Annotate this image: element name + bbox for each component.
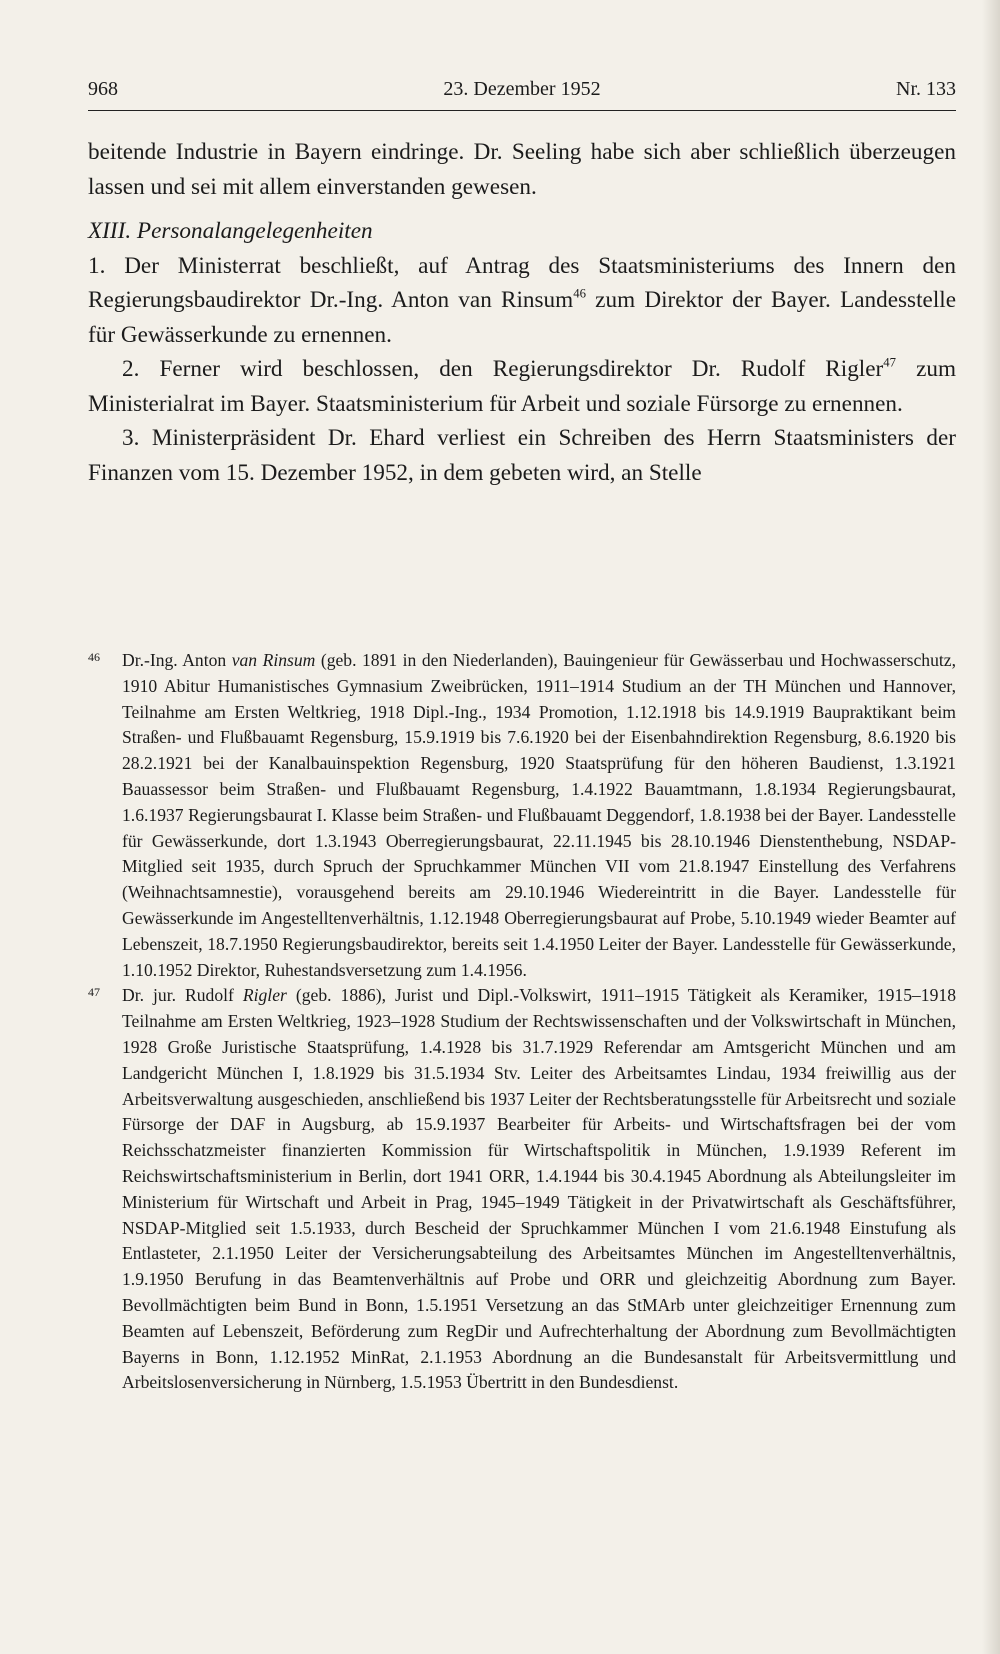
intro-paragraph: beitende Industrie in Bayern eindringe. Dr. Seeling habe sich aber schließlich überzeugen lassen und sei mit allem einverstanden gewesen. xyxy=(88,139,956,200)
issue-number: Nr. 133 xyxy=(896,78,956,100)
footnote-ref-46[interactable]: 46 xyxy=(573,286,586,301)
footnotes xyxy=(88,648,956,1396)
page-number: 968 xyxy=(88,78,118,100)
footnote-text: (geb. 1891 in den Niederlanden), Bauingenieur für Gewässerbau und Hochwasserschutz, 1910 Abitur Humanistisches Gymnasium Zweibrücken, 1911–1914 Studium an der TH München und Hannover, Teilnahme am Ersten Weltkrieg, 1918 Dipl.-Ing., 1934 Promotion, 1.12.1918 bis 14.9.1919 Baupraktikant beim Straßen- und Flußbauamt Regensburg, 15.9.1919 bis 7.6.1920 bei der Eisenbahndirektion Regensburg, 8.6.1920 bis 28.2.1921 bei der Kanalbauinspektion Regensburg, 1920 Staatsprüfung für den höheren Baudienst, 1.3.1921 Bauassessor beim Straßen- und Flußbauamt Regensburg, 1.4.1922 Bauamtmann, 1.8.1934 Regierungsbaurat, 1.6.1937 Regierungsbaurat I. Klasse beim Straßen- und Flußbauamt Deggendorf, 1.8.1938 bei der Bayer. Landesstelle für Gewässerkunde, dort 1.3.1943 Oberregierungsbaurat, 22.11.1945 bis 28.10.1946 Dienstenthebung, NSDAP-Mitglied seit 1935, durch Spruch der Spruchkammer München VII vom 21.8.1947 Einstellung des Verfahrens (Weihnachtsamnestie), vorausgehend bereits am 29.10.1946 Wiedereintritt in die Bayer. Landesstelle für Gewässerkunde im Angestelltenverhältnis, 1.12.1948 Oberregierungsbaurat auf Probe, 5.10.1949 wieder Beamter auf Lebenszeit, 18.7.1950 Regierungsbaudirektor, bereits seit 1.4.1950 Leiter der Bayer. Landesstelle für Gewässerkunde, 1.10.1952 Direktor, Ruhestandsversetzung zum 1.4.1956. xyxy=(122,650,956,980)
footnote-ref-47[interactable]: 47 xyxy=(883,355,897,370)
footnote-number: 46 xyxy=(88,650,100,664)
footnote-lead: Dr.-Ing. Anton xyxy=(122,650,232,670)
item-2-paragraph xyxy=(88,352,956,421)
page-edge-shadow xyxy=(982,0,1000,1654)
header-date: 23. Dezember 1952 xyxy=(443,78,601,100)
item-2-text-a: 2. Ferner wird beschlossen, den Regierungsdirektor Dr. Rudolf Rigler xyxy=(122,356,884,382)
header-rule xyxy=(88,110,956,111)
item-1-text-a: 1. Der Ministerrat beschließt, auf Antrag des Staatsministeriums des Innern den Regierungsbaudirektor Dr.-Ing. Anton van Rinsum xyxy=(88,252,956,313)
item-3-paragraph: 3. Ministerpräsident Dr. Ehard verliest ein Schreiben des Herrn Staatsministers der Finanzen vom 15. Dezember 1952, in dem gebeten wird, an Stelle xyxy=(88,425,956,486)
footnote-number: 47 xyxy=(88,985,100,1000)
item-1-paragraph xyxy=(88,249,956,353)
section-heading: XIII. Personalangelegenheiten xyxy=(88,218,373,244)
footnote-surname: Rigler xyxy=(242,985,287,1006)
footnote-46 xyxy=(88,648,956,983)
footnote-lead: Dr. jur. Rudolf xyxy=(122,985,243,1006)
footnote-text: (geb. 1886), Jurist und Dipl.-Volkswirt, 1911–1915 Tätigkeit als Keramiker, 1915–1918 Teilnahme am Ersten Weltkrieg, 1923–1928 Studium der Rechtswissenschaften und der Volkswirtschaft in München, 1928 Große Juristische Staatsprüfung, 1.4.1928 bis 31.7.1929 Referendar am Amtsgericht München und am Landgericht München I, 1.8.1929 bis 31.5.1934 Stv. Leiter des Arbeitsamtes Lindau, 1934 freiwillig aus der Arbeitsverwaltung ausgeschieden, anschließend bis 1937 Leiter der Rechtsberatungsstelle für Arbeitsrecht und soziale Fürsorge der DAF in Augsburg, ab 15.9.1937 Bearbeiter für Arbeits- und Wirtschaftsfragen bei der vom Reichsschatzmeister finanzierten Kommission für Wirtschaftspolitik in München, 1.9.1939 Referent im Reichswirtschaftsministerium in Berlin, dort 1941 ORR, 1.4.1944 bis 30.4.1945 Abordnung als Abteilungsleiter im Ministerium für Wirtschaft und Arbeit in Prag, 1945–1949 Tätigkeit in der Privatwirtschaft als Geschäftsführer, NSDAP-Mitglied seit 1.5.1933, durch Bescheid der Spruchkammer München I vom 21.6.1948 Einstufung als Entlasteter, 2.1.1950 Leiter der Versicherungsabteilung des Arbeitsamtes München im Angestelltenverhältnis, 1.9.1950 Berufung in das Beamtenverhältnis auf Probe und ORR und gleichzeitig Abordnung zum Bayer. Bevollmächtigten beim Bund in Bonn, 1.5.1951 Versetzung an das StMArb unter gleichzeitiger Ernennung zum Beamten auf Lebenszeit, Beförderung zum RegDir und Aufrechterhaltung der Abordnung zum Bevollmächtigten Bayerns in Bonn, 1.12.1952 MinRat, 2.1.1953 Abordnung an die Bundesanstalt für Arbeitsvermittlung und Arbeitslosenversicherung in Nürnberg, 1.5.1953 Übertritt in den Bundesdienst. xyxy=(122,985,956,1393)
running-header xyxy=(88,76,956,102)
item-2-text-b: zum Ministerialrat im Bayer. Staatsministerium für Arbeit und soziale Fürsorge zu ernennen. xyxy=(88,356,956,417)
footnote-47 xyxy=(88,983,956,1396)
item-1-text-b: zum Direktor der Bayer. Landesstelle für Gewässerkunde zu ernennen. xyxy=(88,287,956,348)
footnote-surname: van Rinsum xyxy=(231,650,316,670)
main-text xyxy=(88,135,956,490)
